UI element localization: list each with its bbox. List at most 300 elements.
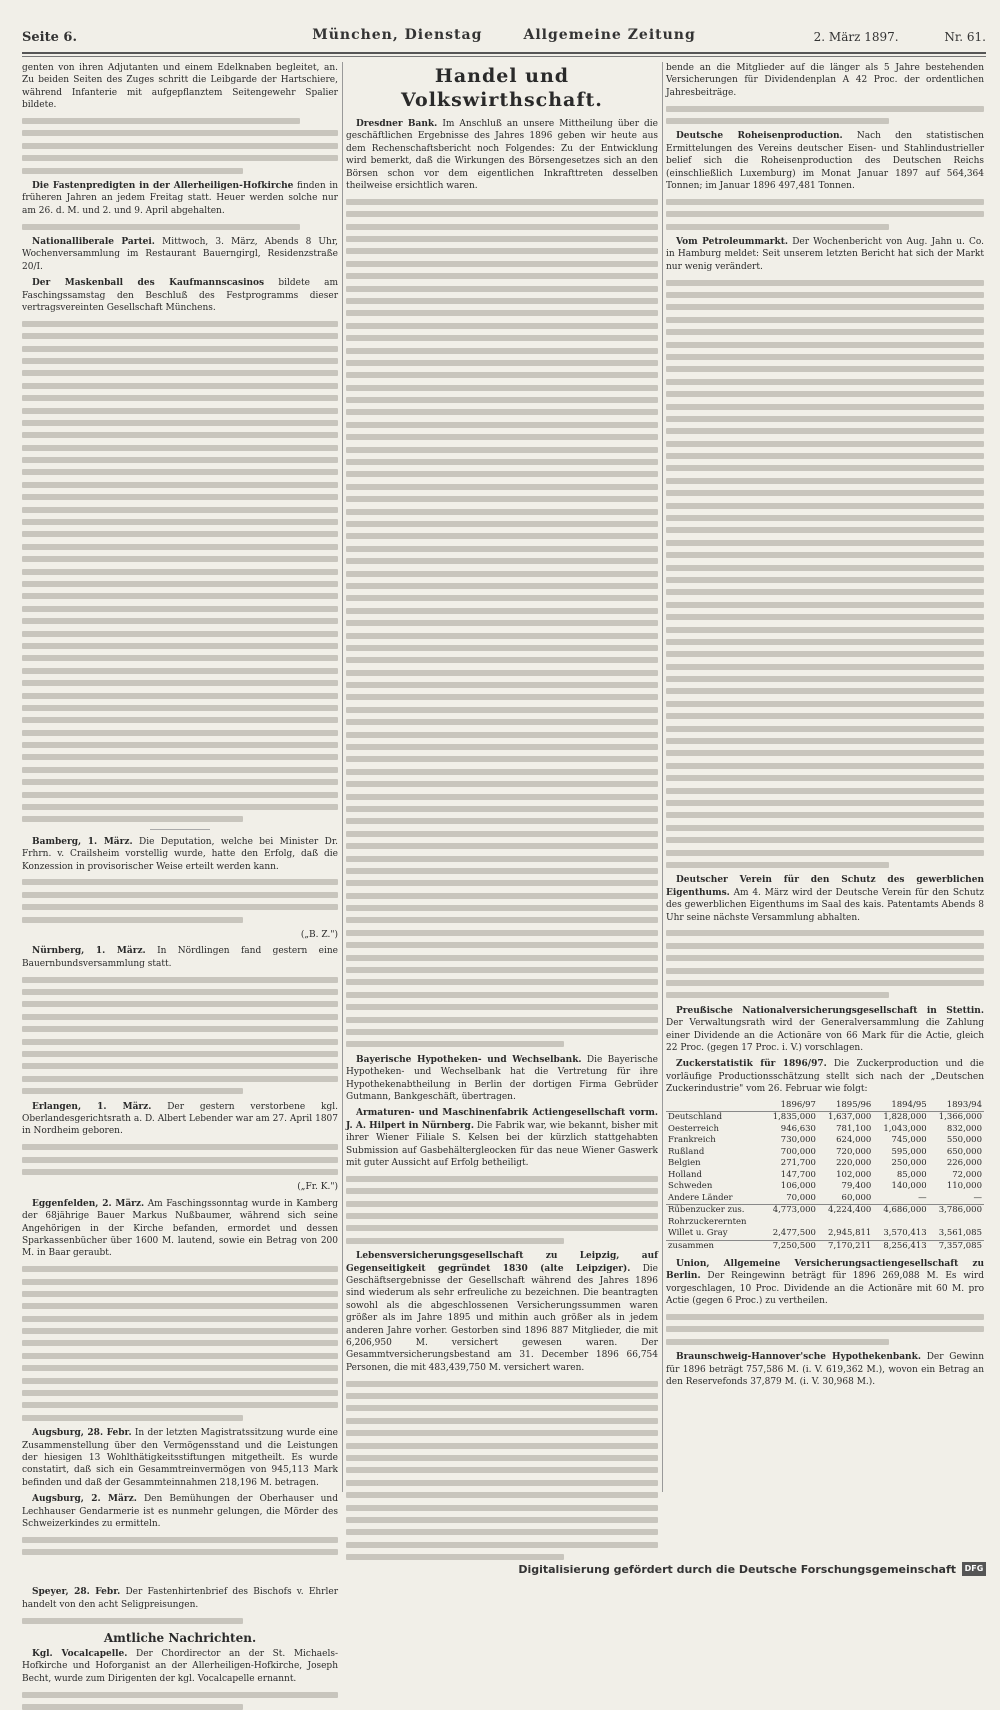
print-line <box>346 657 658 663</box>
table-cell: 730,000 <box>780 1135 816 1146</box>
print-line <box>666 199 984 205</box>
print-line <box>346 236 658 242</box>
print-line <box>22 1365 338 1371</box>
print-line <box>666 379 984 385</box>
article-heading: Eggenfelden, 2. März. <box>32 1198 145 1209</box>
print-line <box>666 825 984 831</box>
print-line <box>666 106 984 112</box>
table-cell: 271,700 <box>780 1158 816 1169</box>
table-cell <box>929 1217 984 1229</box>
print-line <box>22 1618 243 1624</box>
print-line <box>346 447 658 453</box>
table-header-row <box>666 1100 984 1112</box>
table-header-cell: 1894/95 <box>873 1100 928 1112</box>
article-maskenball <box>22 277 338 314</box>
print-line <box>346 682 658 688</box>
table-cell: 1,366,000 <box>938 1112 982 1123</box>
column-2 <box>346 62 658 1492</box>
article-petroleum <box>666 236 984 273</box>
article-text: Der Wochenbericht von Aug. Jahn u. Co. in Hamburg meldet: Seit unserem letzten Bericht hat sich der Markt nur wenig verändert. <box>666 236 984 272</box>
table-cell: 85,000 <box>896 1169 927 1180</box>
sugar-production-table <box>666 1100 984 1253</box>
print-line <box>666 490 984 496</box>
print-line <box>22 408 338 414</box>
article-heading: Bamberg, 1. März. <box>32 836 133 847</box>
print-line <box>666 627 984 633</box>
article-heading: Erlangen, 1. März. <box>32 1101 152 1112</box>
table-cell: Rohrzuckerernten <box>668 1216 747 1227</box>
print-line <box>346 1529 658 1535</box>
print-line <box>346 434 658 440</box>
print-line <box>346 992 658 998</box>
print-line <box>22 155 338 161</box>
article-text: Der gestern verstorbene kgl. Oberlandesgerichtsrath a. D. Albert Lebender war am 27. April 1807 in Nordheim geboren. <box>22 1101 338 1137</box>
article-heading: Der Maskenball des Kaufmannscasinos <box>32 278 265 289</box>
print-line <box>346 1467 658 1473</box>
masthead-rule <box>22 52 986 54</box>
print-line <box>22 118 300 124</box>
table-cell: 1,637,000 <box>828 1112 872 1123</box>
print-line <box>346 546 658 552</box>
print-line <box>22 143 338 149</box>
print-line <box>22 1001 338 1007</box>
table-row <box>666 1135 984 1147</box>
print-line <box>346 1480 658 1486</box>
print-line <box>346 794 658 800</box>
article-gewerbl-eigenthum <box>666 874 984 924</box>
column-1 <box>22 62 339 1684</box>
print-line <box>22 879 338 885</box>
print-line <box>346 348 658 354</box>
print-line <box>22 631 338 637</box>
article-dresdner-bank <box>346 118 658 192</box>
print-line <box>346 471 658 477</box>
print-line <box>22 556 338 562</box>
article-hilpert <box>346 1107 658 1169</box>
article-text: finden in früheren Jahren an jedem Freitag statt. Heuer werden solche nur am 26. d. M. und 2. und 9. April abgehalten. <box>22 180 338 216</box>
print-line <box>666 428 984 434</box>
print-line <box>346 422 658 428</box>
print-line <box>22 1157 338 1163</box>
print-line <box>666 812 984 818</box>
print-line <box>22 1169 338 1175</box>
article-heading: Dresdner Bank. <box>356 119 438 129</box>
table-row <box>666 1147 984 1159</box>
print-line <box>346 1213 658 1219</box>
print-line <box>346 955 658 961</box>
print-line <box>346 967 658 973</box>
column-3 <box>666 62 984 1452</box>
article-nuernberg <box>22 945 338 970</box>
print-line <box>346 1238 564 1244</box>
print-line <box>666 726 984 732</box>
print-line <box>22 346 338 352</box>
print-line <box>22 370 338 376</box>
table-cell: 781,100 <box>836 1123 872 1134</box>
print-line <box>346 211 658 217</box>
print-line <box>346 707 658 713</box>
print-line <box>346 1443 658 1449</box>
article-text: Der Gewinn für 1896 beträgt 757,586 M. (i. V. 619,362 M.), wovon ein Betrag an den Reservefonds 37,879 M. (i. V. 30,968 M.). <box>666 1352 984 1388</box>
print-line <box>346 880 658 886</box>
print-line <box>22 1353 338 1359</box>
print-line <box>346 459 658 465</box>
print-line <box>346 521 658 527</box>
print-line <box>346 694 658 700</box>
print-line <box>22 779 338 785</box>
table-row <box>666 1228 984 1240</box>
print-line <box>22 445 338 451</box>
print-line <box>666 589 984 595</box>
print-line <box>666 391 984 397</box>
print-line <box>346 323 658 329</box>
article-heading: Union, Allgemeine Versicherungsactiengesellschaft zu Berlin. <box>666 1259 984 1282</box>
print-line <box>346 868 658 874</box>
print-line <box>22 1291 338 1297</box>
print-line <box>346 1004 658 1010</box>
table-cell: 79,400 <box>841 1181 872 1192</box>
print-line <box>346 806 658 812</box>
print-line <box>22 130 338 136</box>
article-text: In Nördlingen fand gestern eine Bauernbundsversammlung statt. <box>22 946 339 969</box>
print-line <box>22 1076 338 1082</box>
article-hypotheken-bank <box>346 1054 658 1104</box>
print-line <box>346 558 658 564</box>
print-line <box>22 1537 338 1543</box>
table-cell: 4,686,000 <box>873 1205 928 1217</box>
print-line <box>346 843 658 849</box>
article-text: genten von ihren Adjutanten und einem Edelknaben begleitet, an. Zu beiden Seiten des Zuges schritt die Leibgarde der Hartschiere, während Infanterie mit aufgepflanztem Seitengewehr Spalier bildete. <box>22 63 338 111</box>
article-heading: Armaturen- und Maschinenfabrik Actiengesellschaft vorm. J. A. Hilpert in Nürnberg. <box>346 1108 658 1131</box>
article-heading: Speyer, 28. Febr. <box>32 1587 121 1598</box>
print-line <box>22 989 338 995</box>
table-cell: 550,000 <box>946 1135 982 1146</box>
print-line <box>346 360 658 366</box>
article-text: Die Geschäftsergebnisse der Gesellschaft während des Jahres 1896 sind wiederum als sehr erfreuliche zu bezeichnen. Die beantragten sowohl als die abgeschlossenen Versicherungssummen waren größer als im Jahre 1895 und mithin auch größer als in jedem anderen Jahre vorher. Gestorben sind 1896 887 Mitglieder, die mit 6,206,950 M. versichert gewesen waren. Der Gesammtversicherungsbestand am 31. December 1896 66,754 Personen, die mit 483,439,750 M. versichert waren. <box>346 1263 658 1373</box>
table-cell: 745,000 <box>891 1135 927 1146</box>
table-cell: 3,786,000 <box>929 1205 984 1217</box>
print-line <box>22 767 338 773</box>
print-line <box>346 719 658 725</box>
article-heading: Augsburg, 28. Febr. <box>32 1428 132 1439</box>
masthead-date-number <box>814 30 986 44</box>
print-line <box>666 788 984 794</box>
print-line <box>346 484 658 490</box>
print-line <box>346 409 658 415</box>
print-line <box>346 1017 658 1023</box>
print-line <box>346 930 658 936</box>
print-line <box>22 1014 338 1020</box>
article-text: Mittwoch, 3. März, Abends 8 Uhr, Wochenversammlung im Restaurant Bauerngirgl, Residenzstraße 20/I. <box>22 236 338 272</box>
print-line <box>346 1430 658 1436</box>
print-line <box>346 979 658 985</box>
print-line <box>346 942 658 948</box>
print-line <box>22 1303 338 1309</box>
print-line <box>22 606 338 612</box>
article-heading: Zuckerstatistik für 1896/97. <box>676 1059 827 1070</box>
article-heading: Braunschweig-Hannover'sche Hypothekenbank. <box>676 1352 921 1363</box>
table-cell: 946,630 <box>780 1123 816 1134</box>
table-cell: 2,945,811 <box>828 1228 872 1239</box>
table-cell: 60,000 <box>841 1192 872 1203</box>
place-day: München, Dienstag <box>312 27 483 43</box>
table-cell: Frankreich <box>668 1135 716 1146</box>
print-line <box>666 763 984 769</box>
print-line <box>346 571 658 577</box>
article-signature: („B. Z.") <box>300 929 338 940</box>
table-cell: 1,828,000 <box>883 1112 927 1123</box>
print-line <box>666 676 984 682</box>
print-line <box>22 383 338 389</box>
print-line <box>666 1326 984 1332</box>
print-line <box>666 515 984 521</box>
print-line <box>22 1692 338 1698</box>
table-cell: 700,000 <box>780 1146 816 1157</box>
print-line <box>22 730 338 736</box>
article-augsburg-2 <box>22 1493 338 1530</box>
footer <box>0 1560 1000 1580</box>
print-line <box>666 1314 984 1320</box>
print-line <box>22 1415 243 1421</box>
print-line <box>22 655 338 661</box>
print-line <box>22 1704 243 1710</box>
print-line <box>346 199 658 205</box>
print-line <box>666 980 984 986</box>
print-line <box>22 1402 338 1408</box>
issue-number: Nr. 61. <box>944 30 986 44</box>
print-line <box>666 404 984 410</box>
table-cell: 4,224,400 <box>818 1205 873 1217</box>
print-line <box>22 469 338 475</box>
print-line <box>666 701 984 707</box>
print-line <box>346 583 658 589</box>
print-line <box>346 286 658 292</box>
print-line <box>666 453 984 459</box>
print-line <box>22 358 338 364</box>
article-roheisen <box>666 130 984 192</box>
table-body <box>666 1112 984 1253</box>
table-cell: 4,773,000 <box>763 1205 818 1217</box>
article-text: Den Bemühungen der Oberhauser und Lechhauser Gendarmerie ist es nunmehr gelungen, die Mörder des Schweizerkindes zu ermitteln. <box>22 1494 338 1530</box>
separator <box>150 829 210 830</box>
print-line <box>346 1381 658 1387</box>
table-cell: 110,000 <box>946 1181 982 1192</box>
print-line <box>666 837 984 843</box>
print-line <box>666 775 984 781</box>
print-line <box>22 693 338 699</box>
article-nationalliberale <box>22 236 338 273</box>
article-text: Nach den statistischen Ermittelungen des Vereins deutscher Eisen- und Stahlindustrieller belief sich die Roheisenproduction des Deutschen Reichs (einschließlich Luxemburg) im Monat Januar 1897 auf 564,364 Tonnen; im Januar 1896 497,481 Tonnen. <box>666 131 984 192</box>
table-cell: 1,043,000 <box>883 1123 927 1134</box>
table-header-cell: 1893/94 <box>929 1100 984 1112</box>
issue-date: 2. März 1897. <box>813 30 899 44</box>
print-line <box>346 273 658 279</box>
table-cell: 220,000 <box>836 1158 872 1169</box>
print-line <box>22 717 338 723</box>
article-text: Die Zuckerproduction und die vorläufige Productionsschätzung stellt sich nach der „Deutschen Zuckerindustrie" vom 26. Februar wie folgt: <box>666 1059 984 1095</box>
print-line <box>346 261 658 267</box>
table-cell <box>873 1217 928 1229</box>
newspaper-name: Allgemeine Zeitung <box>523 27 696 43</box>
masthead-title <box>222 27 786 43</box>
print-line <box>22 168 243 174</box>
print-line <box>666 943 984 949</box>
print-line <box>346 1418 658 1424</box>
print-line <box>666 930 984 936</box>
print-line <box>22 816 243 822</box>
print-line <box>22 977 338 983</box>
print-line <box>666 527 984 533</box>
article-zuckerstatistik <box>666 1058 984 1095</box>
table-cell: 1,835,000 <box>772 1112 816 1123</box>
table-cell: 250,000 <box>891 1158 927 1169</box>
table-row <box>666 1205 984 1217</box>
print-line <box>22 224 300 230</box>
table-cell: Oesterreich <box>668 1123 719 1134</box>
table-cell: Andere Länder <box>668 1192 733 1203</box>
print-line <box>666 992 889 998</box>
print-line <box>346 818 658 824</box>
table-cell: 7,250,500 <box>763 1240 818 1252</box>
print-line <box>666 738 984 744</box>
table-cell: Rußland <box>668 1146 705 1157</box>
print-line <box>666 602 984 608</box>
section-title-handel: Handel und Volkswirthschaft. <box>401 65 603 111</box>
print-line <box>666 664 984 670</box>
print-line <box>22 581 338 587</box>
print-line <box>346 372 658 378</box>
print-line <box>22 917 243 923</box>
print-line <box>346 496 658 502</box>
print-line <box>346 1455 658 1461</box>
article-braunschweig <box>666 1351 984 1388</box>
article-heading: Nationalliberale Partei. <box>32 236 155 247</box>
print-line <box>666 354 984 360</box>
print-line <box>666 280 984 286</box>
article-heading: Deutscher Verein für den Schutz des gewerblichen Eigenthums. <box>666 875 984 898</box>
print-line <box>346 310 658 316</box>
print-line <box>22 705 338 711</box>
article-text: Die Fabrik war, wie bekannt, bisher mit ihrer Wiener Filiale S. Kelsen bei der kürzlich stattgehabten Submission auf Gasbehältergleocken für das neue Wiener Gaswerk mit guter Aussicht auf Erfolg betheiligt. <box>346 1120 658 1169</box>
table-row <box>666 1112 984 1124</box>
table-cell: 226,000 <box>946 1158 982 1169</box>
print-line <box>346 335 658 341</box>
article-text: In der letzten Magistratssitzung wurde eine Zusammenstellung über den Vermögensstand und die Leistungen der hiesigen 13 Wohlthätigkeitsstiftungen mitgetheilt. Es wurde constatirt, daß sich ein Gesammtreinvermögen von 945,113 Mark befinden und daß der Gesammteinnahmen 218,196 M. betragen. <box>22 1428 338 1488</box>
print-line <box>22 1340 338 1346</box>
print-line <box>346 224 658 230</box>
print-line <box>346 781 658 787</box>
print-line <box>666 304 984 310</box>
print-line <box>22 618 338 624</box>
article-heading: Deutsche Roheisenproduction. <box>676 131 843 142</box>
table-cell: 147,700 <box>780 1169 816 1180</box>
print-line <box>22 1039 338 1045</box>
print-line <box>346 1405 658 1411</box>
article-heading: Vom Petroleummarkt. <box>676 236 789 247</box>
article-fastenpredigten <box>22 180 338 217</box>
print-line <box>22 1328 338 1334</box>
print-line <box>346 620 658 626</box>
article-text: Am Faschingssonntag wurde in Kamberg der 68jährige Bauer Markus Nußbaumer, während sich seine Angehörigen in der Kirche befanden, ermordet und dessen Sparkassenbücher über 1600 M. lautend, sowie ein Betrag von 200 M. in Baar geraubt. <box>22 1198 338 1259</box>
print-line <box>22 333 338 339</box>
print-line <box>346 1492 658 1498</box>
print-line <box>22 1266 338 1272</box>
print-line <box>666 565 984 571</box>
print-line <box>666 211 984 217</box>
table-row <box>666 1181 984 1193</box>
print-line <box>346 645 658 651</box>
print-line <box>22 1316 338 1322</box>
print-line <box>346 1188 658 1194</box>
column-divider-1 <box>342 62 343 1492</box>
print-line <box>666 800 984 806</box>
table-cell <box>763 1217 818 1229</box>
table-cell: Belgien <box>668 1158 701 1169</box>
table-cell: 832,000 <box>946 1123 982 1134</box>
table-cell: 70,000 <box>786 1192 816 1203</box>
dfg-logo: DFG <box>962 1562 986 1576</box>
print-line <box>22 569 338 575</box>
print-line <box>346 397 658 403</box>
masthead <box>22 0 986 52</box>
article-preuss-national <box>666 1005 984 1055</box>
print-line <box>22 1279 338 1285</box>
print-line <box>666 955 984 961</box>
table-cell: 595,000 <box>891 1146 927 1157</box>
print-line <box>666 639 984 645</box>
table-cell: 7,170,211 <box>818 1240 873 1252</box>
print-line <box>666 862 889 868</box>
article-signature: („Fr. K.") <box>297 1182 338 1193</box>
print-line <box>22 420 338 426</box>
table-row <box>666 1158 984 1170</box>
print-line <box>22 754 338 760</box>
page-number: Seite 6. <box>22 30 77 45</box>
article-heading: Nürnberg, 1. März. <box>32 946 146 957</box>
article-text: bende an die Mitglieder auf die länger als 5 Jahre bestehenden Versicherungen für Dividendenplan A 42 Proc. der ordentlichen Jahresbeiträge. <box>666 63 984 98</box>
article-eggenfelden <box>22 1198 338 1260</box>
article-bamberg <box>22 836 338 873</box>
print-line <box>22 1549 338 1555</box>
table-cell: Schweden <box>668 1181 713 1192</box>
article-text: Am 4. März wird der Deutsche Verein für den Schutz des gewerblichen Eigenthums im Saal des kais. Patentamts Abends 8 Uhr seine nächste Versammlung abhalten. <box>666 887 984 923</box>
table-cell: Deutschland <box>668 1112 723 1123</box>
print-line <box>666 614 984 620</box>
print-line <box>346 608 658 614</box>
print-line <box>346 1505 658 1511</box>
print-line <box>346 1393 658 1399</box>
article-vocalcapelle <box>22 1648 338 1685</box>
print-line <box>22 457 338 463</box>
print-line <box>346 917 658 923</box>
table-row <box>666 1170 984 1182</box>
print-line <box>666 416 984 422</box>
print-line <box>22 507 338 513</box>
print-line <box>22 432 338 438</box>
print-line <box>346 732 658 738</box>
article-heading: Lebensversicherungsgesellschaft zu Leipzig, auf Gegenseitigkeit gegründet 1830 (alte Leipziger). <box>346 1251 658 1274</box>
table-header-cell: 1895/96 <box>818 1100 873 1112</box>
article-text: Der Fastenhirtenbrief des Bischofs v. Ehrler handelt von den acht Seligpreisungen. <box>22 1587 338 1610</box>
table-cell: 140,000 <box>891 1181 927 1192</box>
article-union <box>666 1258 984 1308</box>
table-cell: Willet u. Gray <box>668 1228 728 1239</box>
print-line <box>346 769 658 775</box>
print-line <box>666 577 984 583</box>
print-line <box>22 1063 338 1069</box>
print-line <box>346 633 658 639</box>
table-cell: 3,561,085 <box>938 1228 982 1239</box>
